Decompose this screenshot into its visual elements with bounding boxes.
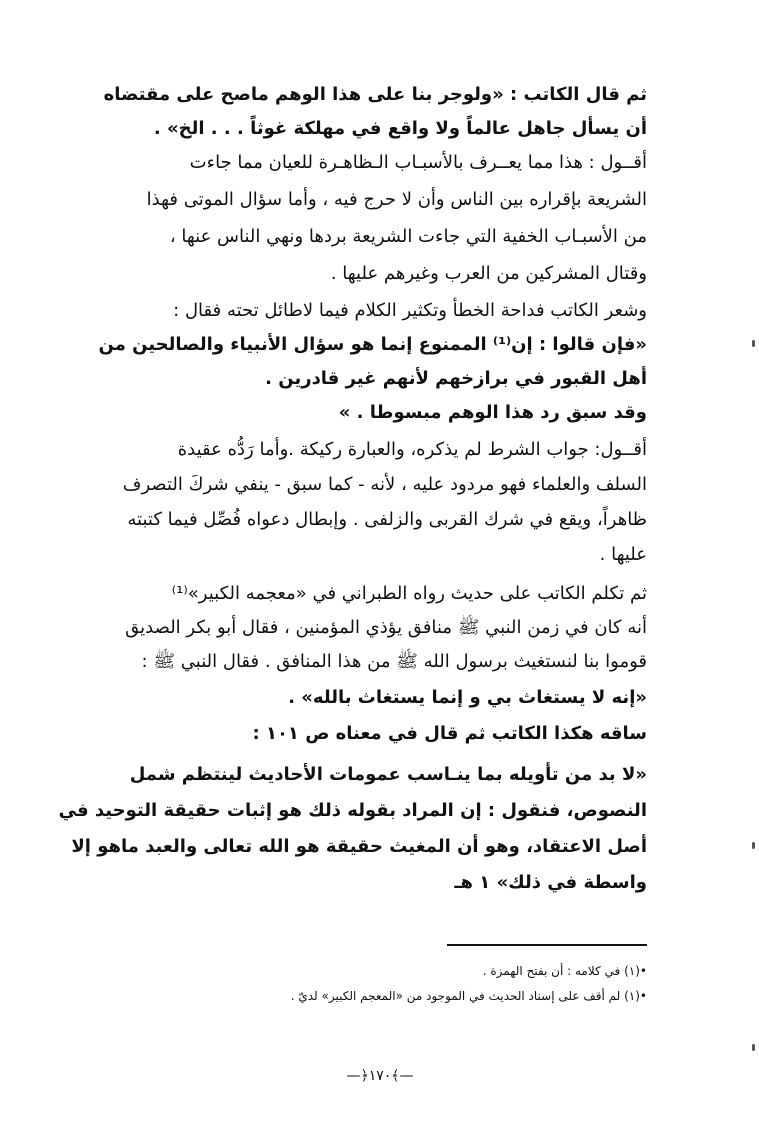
text-line: «فإن قالوا : إن⁽¹⁾ الممنوع إنما هو سؤال الأنبياء والصالحين من [98, 334, 647, 355]
text-line: قوموا بنا لنستغيث برسول الله ﷺ من هذا المنافق . فقال النبي ﷺ : [141, 651, 647, 672]
text-line: ظاهراً، ويقع في شرك القربى والزلفى . وإبطال دعواه فُصِّل فيما كتبته [127, 509, 647, 530]
scan-edge-mark [752, 842, 755, 849]
page-number: —﴿١٧٠﴾— [346, 1068, 414, 1084]
text-line: عليها . [599, 544, 647, 565]
text-line: «لا بد من تأويله بما ينـاسب عمومات الأحاديث لينتظم شمل [129, 764, 647, 785]
text-line: واسطة في ذلك» ١ هـ [454, 872, 647, 893]
text-line: السلف والعلماء فهو مردود عليه ، لأنه - كما سبق - ينفي شركَ التصرف [122, 474, 647, 495]
text-line: أن يسأل جاهل عالماً ولا واقع في مهلكة غوثاً . . . الخ» . [153, 118, 647, 139]
footnote: •(١) في كلامه : أن بفتح الهمزة . [482, 964, 647, 978]
text-line: أهل القبور في برازخهم لأنهم غير قادرين . [265, 368, 647, 389]
text-line: وقد سبق رد هذا الوهم مبسوطا . » [338, 402, 647, 423]
text-line: «إنه لا يستغاث بي و إنما يستغاث بالله» . [288, 687, 647, 708]
footnote: •(١) لم أقف على إسناد الحديث في الموجود من «المعجم الكبير» لديّ . [290, 989, 647, 1003]
main-text [58, 84, 647, 908]
text-line: من الأسبـاب الخفية التي جاءت الشريعة بردها ونهي الناس عنها ، [169, 226, 647, 247]
text-line: الشريعة بإقراره بين الناس وأن لا حرج فيه ، وأما سؤال الموتى فهذا [146, 189, 647, 210]
text-line: ثم تكلم الكاتب على حديث رواه الطبراني في «معجمه الكبير»⁽¹⁾ [171, 583, 647, 604]
scan-edge-mark [752, 340, 755, 347]
text-line: وشعر الكاتب فداحة الخطأ وتكثير الكلام فيما لاطائل تحته فقال : [173, 300, 647, 321]
text-line: ساقه هكذا الكاتب ثم قال في معناه ص ١٠١ : [252, 723, 647, 744]
text-line: أنه كان في زمن النبي ﷺ منافق يؤذي المؤمنين ، فقال أبو بكر الصديق [125, 617, 647, 638]
text-line: أقــول: جواب الشرط لم يذكره، والعبارة ركيكة .وأما رَدُّه عقيدة [177, 439, 647, 460]
text-line: وقتال المشركين من العرب وغيرهم عليها . [330, 263, 647, 284]
footnote-separator [447, 944, 647, 946]
text-line: أصل الاعتقاد، وهو أن المغيث حقيقة هو الله تعالى والعبد ماهو إلا [71, 836, 647, 857]
scan-edge-mark [752, 1044, 755, 1051]
text-line: أقــول : هذا مما يعــرف بالأسبـاب الـظاهـرة للعيان مما جاءت [189, 152, 647, 173]
text-line: النصوص، فنقول : إن المراد بقوله ذلك هو إثبات حقيقة التوحيد في [58, 800, 647, 821]
text-line: ثم قال الكاتب : «ولوجر بنا على هذا الوهم ماصح على مقتضاه [103, 84, 647, 105]
